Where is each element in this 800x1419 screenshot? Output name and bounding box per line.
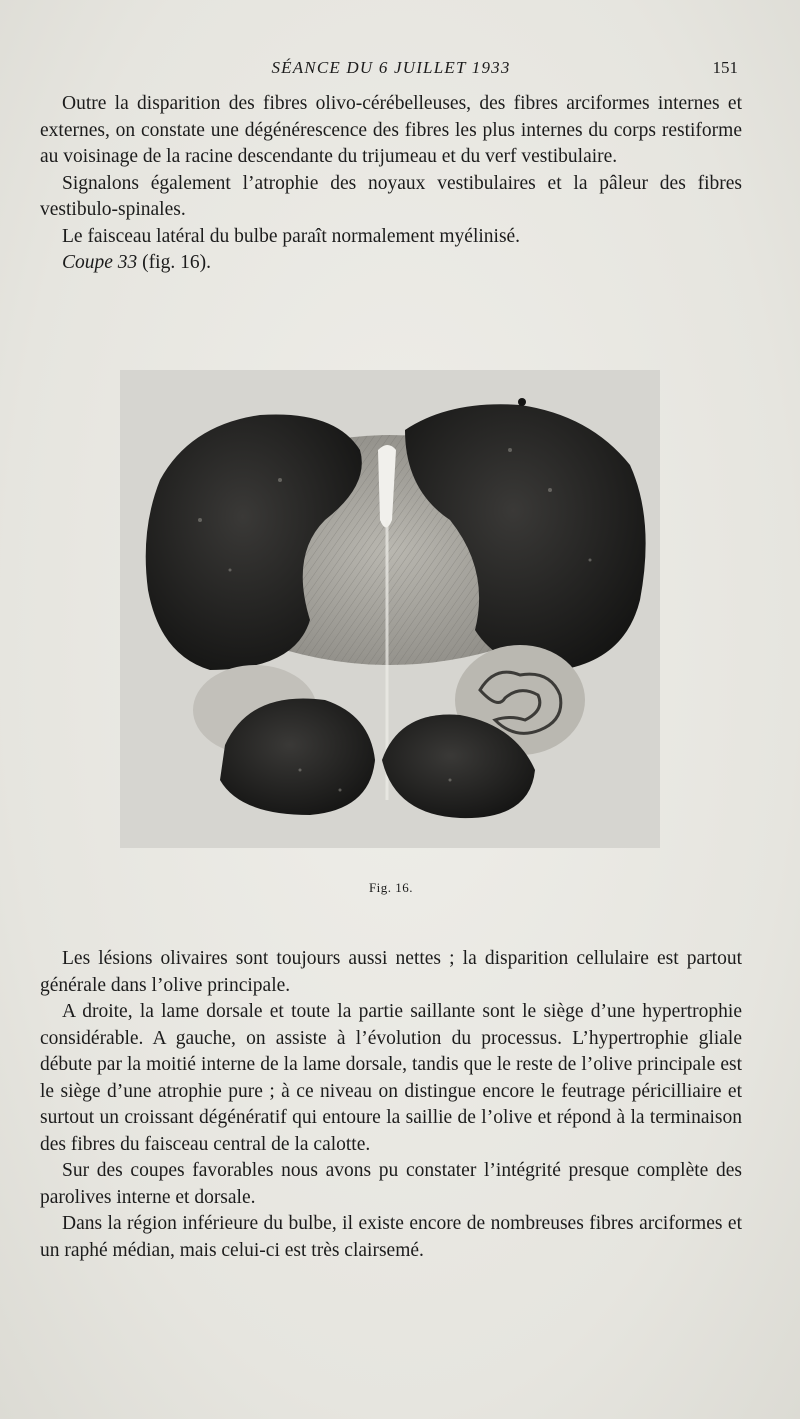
figure-caption: Fig. 16. [368,880,414,895]
figure-16-medulla-section [120,370,660,848]
paragraph: Dans la région inférieure du bulbe, il existe encore de nombreuses fibres arciformes et un raphé médian, mais celui-ci est très clairsemé. [40,1213,742,1261]
running-header [0,58,800,82]
coupe-figure-ref: (fig. 16). [142,252,211,273]
paragraph: Signalons également l’atrophie des noyaux vestibulaires et la pâleur des fibres vestibulo-spinales. [40,172,742,220]
body-text-bottom [40,946,742,1264]
running-title: SÉANCE DU 6 JUILLET 1933 [271,58,511,77]
coupe-reference [40,250,742,277]
paragraph: Le faisceau latéral du bulbe paraît normalement myélinisé. [62,225,521,247]
coupe-label: Coupe 33 [62,252,138,273]
paragraph: Les lésions olivaires sont toujours aussi nettes ; la disparition cellulaire est partout générale dans l’olive principale. [40,948,742,996]
body-text-top [40,91,742,277]
paragraph: Sur des coupes favorables nous avons pu constater l’intégrité presque complète des parolives interne et dorsale. [40,1160,742,1208]
paragraph: A droite, la lame dorsale et toute la partie saillante sont le siège d’une hypertrophie considérable. A gauche, on assiste à l’évolution du processus. L’hypertrophie gliale débute par la moitié interne de la lame dorsale, tandis que le reste de l’olive principale est le siège d’une atrophie pure ; à ce niveau on distingue encore le feutrage péricilliaire et surtout un croissant dégénératif qui entoure la saillie de l’olive et répond à la terminaison des fibres du faisceau central de la calotte. [40,1001,742,1155]
paragraph: Outre la disparition des fibres olivo-cérébelleuses, des fibres arciformes internes et externes, on constate une dégénérescence des fibres les plus internes du corps restiforme au voisinage de la racine descendante du trijumeau et du verf vestibulaire. [40,93,742,167]
page-number: 151 [712,58,738,77]
medulla-section-image [120,370,660,848]
